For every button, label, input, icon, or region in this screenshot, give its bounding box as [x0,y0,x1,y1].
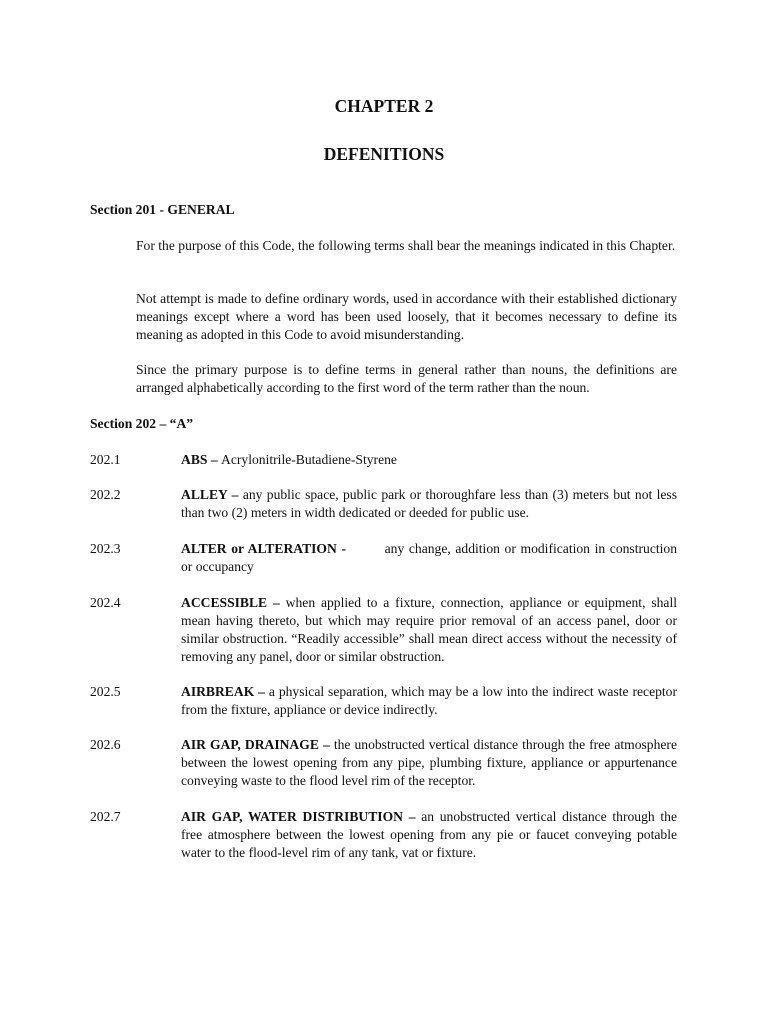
section-201-heading: Section 201 - GENERAL [90,202,235,217]
section-201-paragraph-3: Since the primary purpose is to define terms in general rather than nouns, the definitions are arranged alphabetically according to the first word of the term rather than the noun. [136,362,677,395]
entry-separator: – [254,684,269,699]
entry-number: 202.5 [90,684,121,699]
entry-term: ACCESSIBLE [181,595,268,610]
section-201-paragraph-1: For the purpose of this Code, the following terms shall bear the meanings indicated in this Chapter. [136,238,676,253]
entry-body [181,736,677,790]
entry-body [181,683,677,719]
entry-body [181,451,677,469]
section-202-heading: Section 202 – “A” [90,416,194,431]
entry-definition: an unobstructed vertical distance through the free atmosphere between the lowest opening from any pie or faucet conveying potable water to the flood-level rim of any tank, vat or fixture. [181,809,677,860]
entry-separator: – [402,809,422,824]
entry-term: AIR GAP, WATER DISTRIBUTION [181,809,403,824]
entry-number: 202.4 [90,595,121,610]
entry-body [181,486,677,522]
entry-definition: when applied to a fixture, connection, appliance or equipment, shall mean having thereto, but which may require prior removal of an access panel, door or similar obstruction. “Readily accessible” shall mean direct access without the necessity of removing any panel, door or similar obstruction. [181,595,678,664]
entry-term: ALTER or ALTERATION [181,541,337,556]
entry-definition: any change, addition or modification in construction or occupancy [181,541,677,574]
entry-definition: Acrylonitrile-Butadiene-Styrene [221,452,397,467]
entry-separator: - [336,541,351,556]
entry-term: ABS [181,452,208,467]
page-title: DEFENITIONS [323,144,445,164]
entry-term: AIR GAP, DRAINAGE [181,737,319,752]
entry-definition: the unobstructed vertical distance through the free atmosphere between the lowest opening from any pipe, plumbing fixture, appliance or appurtenance conveying waste to the flood level rim of the receptor. [181,737,677,788]
entry-definition: any public space, public park or thoroughfare less than (3) meters but not less than two (2) meters in width dedicated or deeded for public use. [181,487,678,520]
entry-body [181,808,677,862]
entry-body [181,540,677,576]
entry-number: 202.2 [90,487,121,502]
entry-number: 202.7 [90,809,121,824]
entry-body [181,594,677,666]
entry-definition: a physical separation, which may be a low into the indirect waste receptor from the fixture, appliance or device indirectly. [181,684,678,717]
entry-separator: – [318,737,334,752]
entry-term: AIRBREAK [181,684,255,699]
chapter-heading: CHAPTER 2 [334,96,434,116]
section-201-paragraph-2: Not attempt is made to define ordinary words, used in accordance with their established dictionary meanings except where a word has been used loosely, that it becomes necessary to define its meaning as adopted in this Code to avoid misunderstanding. [136,291,677,342]
entry-term: ALLEY [181,487,228,502]
entry-number: 202.3 [90,541,121,556]
entry-separator: – [207,452,222,467]
entry-separator: – [267,595,286,610]
entry-number: 202.6 [90,737,121,752]
entry-separator: – [227,487,243,502]
entry-number: 202.1 [90,452,121,467]
